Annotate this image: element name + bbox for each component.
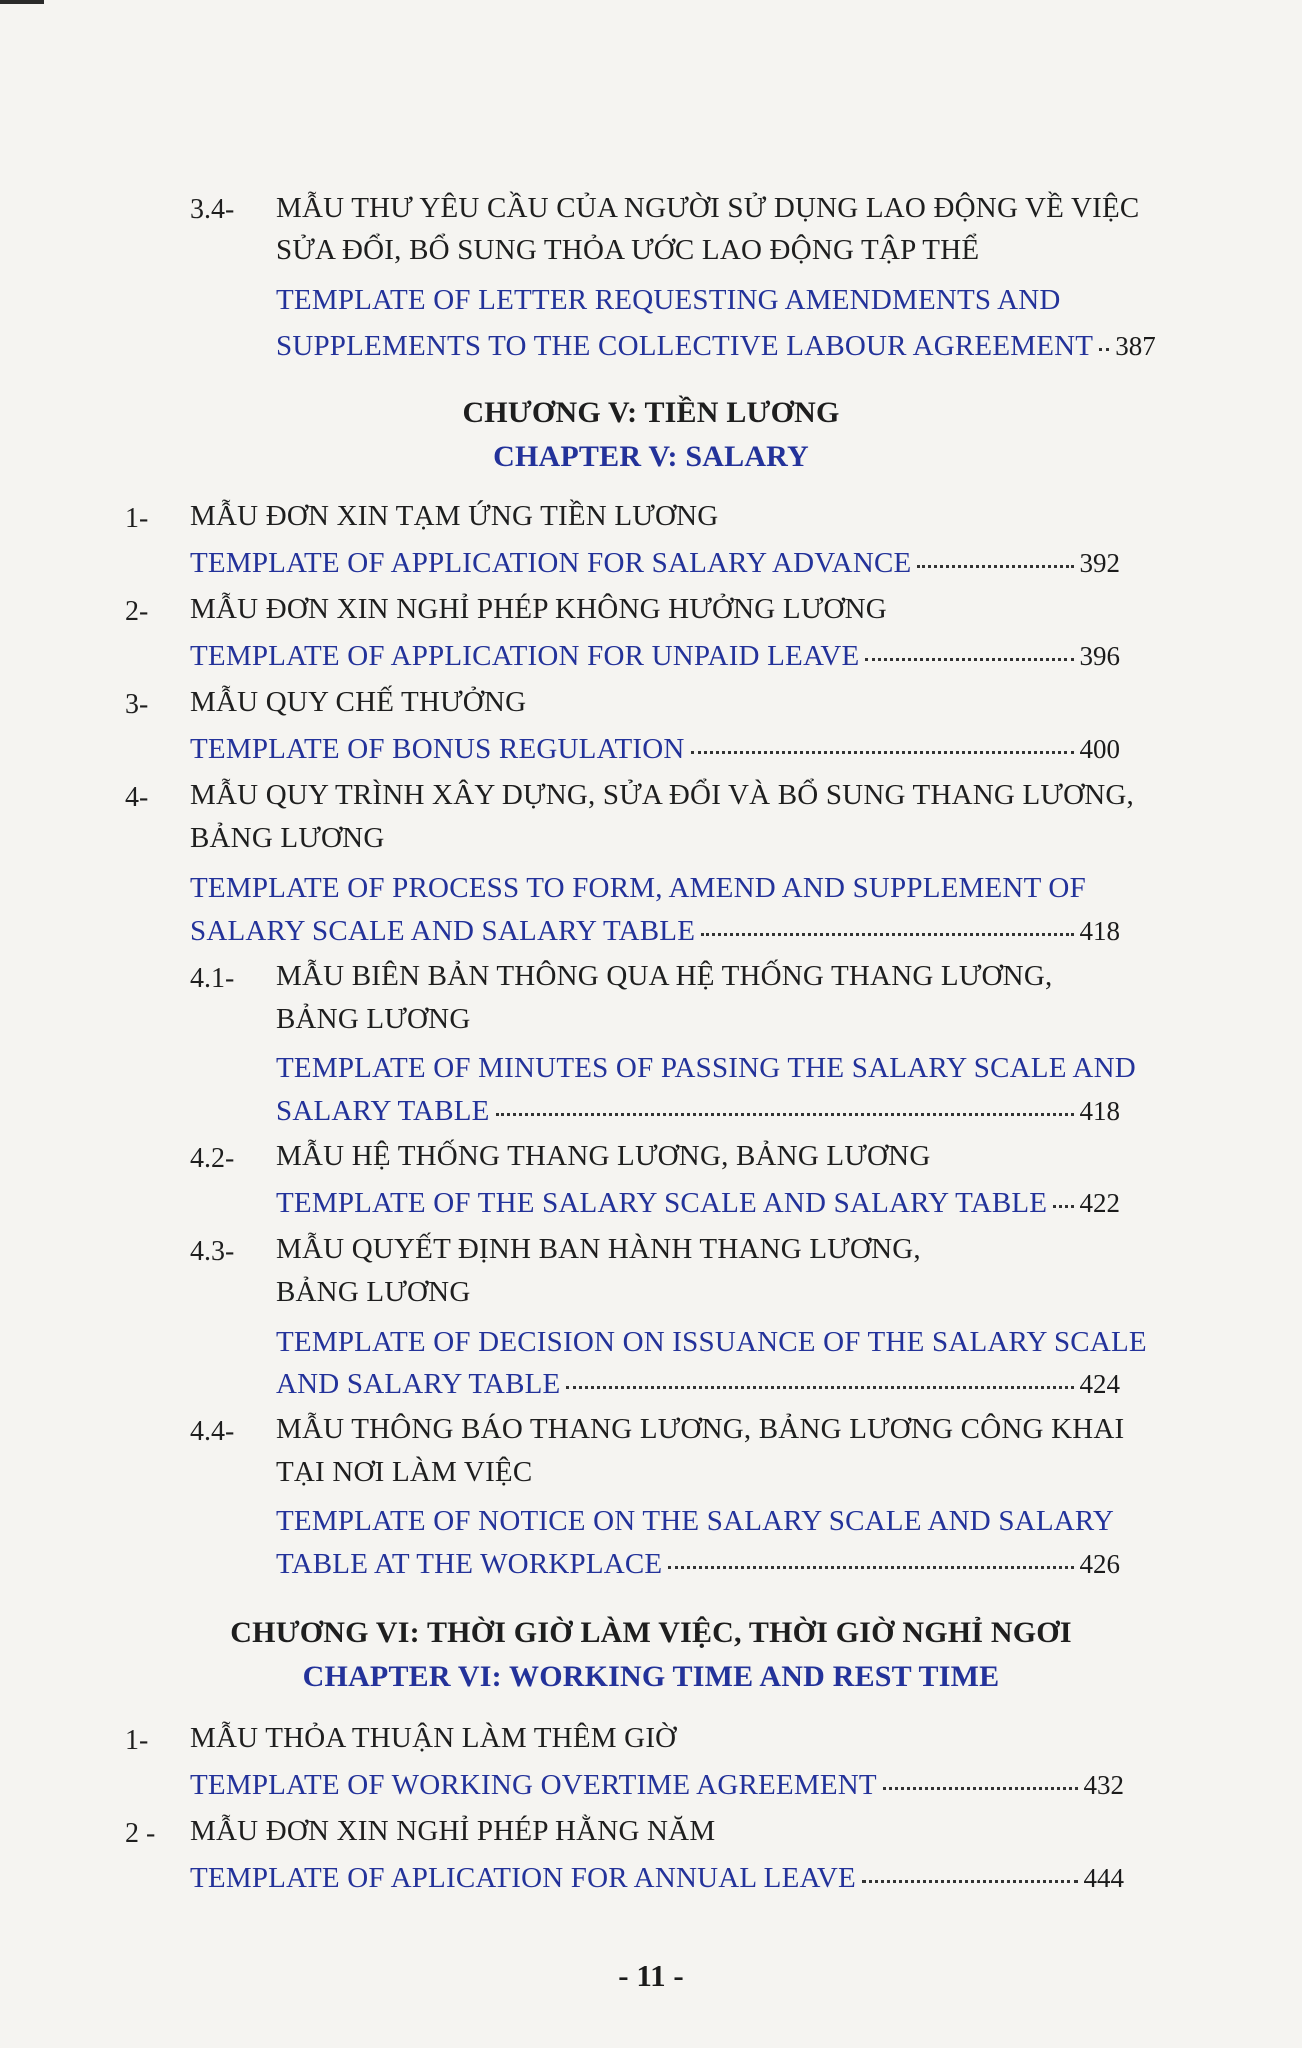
scan-corner-mark — [0, 0, 44, 4]
page-ref: 424 — [1079, 1369, 1120, 1399]
toc-item-title-en: TEMPLATE OF APPLICATION FOR UNPAID LEAVE — [190, 640, 860, 672]
toc-item-number: 3.4- — [190, 194, 235, 225]
page-ref: 396 — [1079, 641, 1120, 671]
toc-item-number: 4.4- — [190, 1416, 235, 1447]
dot-leader — [701, 933, 1073, 936]
toc-item-title-en: TEMPLATE OF WORKING OVERTIME AGREEMENT — [190, 1769, 877, 1801]
toc-item-title-vi: MẪU QUY TRÌNH XÂY DỰNG, SỬA ĐỔI VÀ BỔ SUNG THANG LƯƠNG, — [190, 779, 1134, 811]
toc-item-number: 1- — [125, 1725, 149, 1756]
toc-item-title-vi: BẢNG LƯƠNG — [276, 1003, 471, 1035]
toc-item-title-en: TEMPLATE OF THE SALARY SCALE AND SALARY TABLE — [276, 1187, 1048, 1219]
page-ref: 418 — [1079, 1096, 1120, 1126]
chapter-heading-vi: CHƯƠNG VI: THỜI GIỜ LÀM VIỆC, THỜI GIỜ NGHỈ NGƠI — [230, 1616, 1072, 1649]
toc-item-title-vi: BẢNG LƯƠNG — [190, 822, 385, 854]
dot-leader — [668, 1566, 1073, 1569]
toc-item-number: 4.1- — [190, 963, 235, 994]
dot-leader — [917, 565, 1073, 568]
toc-item-title-en: TEMPLATE OF LETTER REQUESTING AMENDMENTS AND — [276, 284, 1061, 316]
dot-leader — [1099, 348, 1109, 351]
toc-entry-line[interactable] — [190, 642, 1120, 671]
page-ref: 422 — [1079, 1188, 1120, 1218]
chapter-heading-en: CHAPTER V: SALARY — [493, 440, 809, 473]
toc-item-title-en: TEMPLATE OF MINUTES OF PASSING THE SALARY SCALE AND — [276, 1052, 1136, 1084]
toc-entry-line[interactable] — [190, 1864, 1124, 1893]
dot-leader — [865, 658, 1073, 661]
toc-item-number: 3- — [125, 689, 149, 720]
toc-item-title-en: AND SALARY TABLE — [276, 1368, 561, 1400]
toc-item-title-vi: MẪU ĐƠN XIN NGHỈ PHÉP HẰNG NĂM — [190, 1815, 716, 1847]
page-number: - 11 - — [618, 1958, 684, 1993]
toc-item-number: 4.3- — [190, 1236, 235, 1267]
toc-item-number: 4- — [125, 782, 149, 813]
toc-item-title-vi: MẪU THỎA THUẬN LÀM THÊM GIỜ — [190, 1722, 677, 1754]
toc-item-title-vi: MẪU QUYẾT ĐỊNH BAN HÀNH THANG LƯƠNG, — [276, 1233, 921, 1265]
toc-entry-line[interactable] — [190, 549, 1120, 578]
toc-entry-line[interactable] — [276, 1550, 1120, 1579]
page-ref: 432 — [1083, 1770, 1124, 1800]
toc-item-title-vi: MẪU BIÊN BẢN THÔNG QUA HỆ THỐNG THANG LƯƠNG, — [276, 960, 1053, 992]
toc-entry-line[interactable] — [276, 1097, 1120, 1126]
toc-item-title-vi: MẪU THƯ YÊU CẦU CỦA NGƯỜI SỬ DỤNG LAO ĐỘNG VỀ VIỆC — [276, 192, 1140, 224]
dot-leader — [1053, 1205, 1073, 1208]
toc-item-title-vi: MẪU QUY CHẾ THƯỞNG — [190, 686, 527, 718]
chapter-heading-vi: CHƯƠNG V: TIỀN LƯƠNG — [462, 396, 840, 429]
toc-item-title-en: TABLE AT THE WORKPLACE — [276, 1548, 663, 1580]
page-ref: 392 — [1079, 548, 1120, 578]
page-ref: 418 — [1079, 916, 1120, 946]
toc-item-title-vi: SỬA ĐỔI, BỔ SUNG THỎA ƯỚC LAO ĐỘNG TẬP THỂ — [276, 234, 980, 266]
toc-entry-line[interactable] — [190, 735, 1120, 764]
toc-item-title-en: TEMPLATE OF PROCESS TO FORM, AMEND AND SUPPLEMENT OF — [190, 872, 1086, 904]
toc-item-title-en: SALARY SCALE AND SALARY TABLE — [190, 915, 696, 947]
toc-item-number: 1- — [125, 503, 149, 534]
dot-leader — [862, 1880, 1078, 1883]
toc-item-title-en: TEMPLATE OF NOTICE ON THE SALARY SCALE AND SALARY — [276, 1505, 1114, 1537]
toc-item-title-vi: BẢNG LƯƠNG — [276, 1276, 471, 1308]
toc-item-title-en: TEMPLATE OF APLICATION FOR ANNUAL LEAVE — [190, 1862, 856, 1894]
toc-item-title-vi: MẪU THÔNG BÁO THANG LƯƠNG, BẢNG LƯƠNG CÔNG KHAI — [276, 1413, 1125, 1445]
page-ref: 387 — [1115, 331, 1156, 361]
dot-leader — [496, 1113, 1074, 1116]
toc-item-title-vi: MẪU ĐƠN XIN TẠM ỨNG TIỀN LƯƠNG — [190, 500, 719, 532]
toc-item-title-vi: MẪU HỆ THỐNG THANG LƯƠNG, BẢNG LƯƠNG — [276, 1140, 931, 1172]
toc-entry-line[interactable] — [276, 1189, 1120, 1218]
toc-item-title-en: SUPPLEMENTS TO THE COLLECTIVE LABOUR AGREEMENT — [276, 330, 1094, 362]
chapter-heading-en: CHAPTER VI: WORKING TIME AND REST TIME — [302, 1660, 1000, 1693]
toc-item-title-en: TEMPLATE OF APPLICATION FOR SALARY ADVANCE — [190, 547, 912, 579]
toc-item-title-en: TEMPLATE OF BONUS REGULATION — [190, 733, 685, 765]
dot-leader — [883, 1787, 1078, 1790]
toc-entry-line[interactable] — [190, 917, 1120, 946]
dot-leader — [691, 751, 1074, 754]
toc-item-title-vi: TẠI NƠI LÀM VIỆC — [276, 1456, 533, 1488]
toc-item-title-vi: MẪU ĐƠN XIN NGHỈ PHÉP KHÔNG HƯỞNG LƯƠNG — [190, 593, 887, 625]
toc-entry-line[interactable] — [276, 1370, 1120, 1399]
page-ref: 426 — [1079, 1549, 1120, 1579]
dot-leader — [566, 1386, 1073, 1389]
page-ref: 444 — [1083, 1863, 1124, 1893]
page-ref: 400 — [1079, 734, 1120, 764]
toc-entry-line[interactable] — [190, 1771, 1124, 1800]
toc-item-title-en: TEMPLATE OF DECISION ON ISSUANCE OF THE SALARY SCALE — [276, 1326, 1147, 1358]
toc-item-number: 2- — [125, 596, 149, 627]
toc-item-number: 4.2- — [190, 1143, 235, 1174]
toc-item-number: 2 - — [125, 1818, 156, 1849]
toc-entry-line[interactable] — [276, 330, 1156, 362]
toc-item-title-en: SALARY TABLE — [276, 1095, 490, 1127]
